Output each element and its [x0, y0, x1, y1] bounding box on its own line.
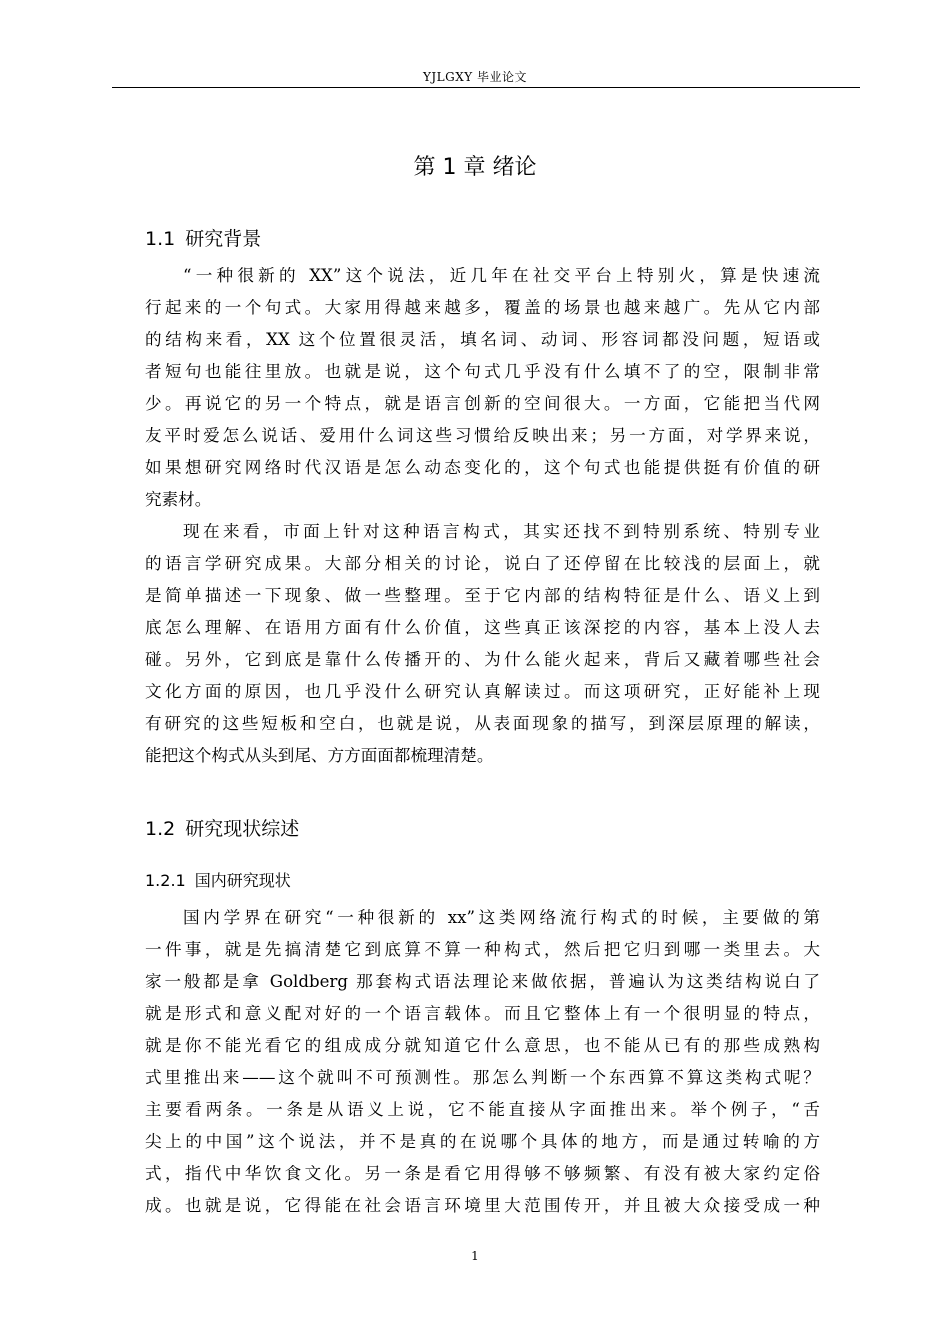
paragraph-line: 就是你不能光看它的组成成分就知道它什么意思，也不能从已有的那些成熟构 [145, 1036, 820, 1055]
paragraph-line: 式，指代中华饮食文化。另一条是看它用得够不够频繁、有没有被大家约定俗 [145, 1164, 820, 1183]
paragraph-line: 少。再说它的另一个特点，就是语言创新的空间很大。一方面，它能把当代网 [145, 394, 820, 413]
chapter-title: 第 1 章 绪论 [413, 155, 537, 180]
paragraph-line: 现在来看，市面上针对这种语言构式，其实还找不到特别系统、特别专业 [183, 522, 820, 541]
subsection-heading-1-2-1 [145, 868, 291, 891]
running-header: YJLGXY 毕业论文 [422, 70, 528, 84]
paragraph-domestic-research [145, 902, 820, 1222]
paragraph-line: 国内学界在研究“一种很新的 xx”这类网络流行构式的时候，主要做的第 [183, 908, 820, 927]
page-number: 1 [471, 1249, 479, 1263]
paragraph-line: 式里推出来——这个就叫不可预测性。那怎么判断一个东西算不算这类构式呢？ [145, 1068, 820, 1087]
paragraph-line: 碰。另外，它到底是靠什么传播开的、为什么能火起来，背后又藏着哪些社会 [145, 650, 820, 669]
paragraph-line: 友平时爱怎么说话、爱用什么词这些习惯给反映出来；另一方面，对学界来说， [145, 426, 820, 445]
paragraph-line: 成。也就是说，它得能在社会语言环境里大范围传开，并且被大众接受成一种 [145, 1196, 820, 1215]
paragraph-line: 者短句也能往里放。也就是说，这个句式几乎没有什么填不了的空，限制非常 [145, 362, 820, 381]
paragraph-line: 尖上的中国”这个说法，并不是真的在说哪个具体的地方，而是通过转喻的方 [145, 1132, 820, 1151]
section-number: 1.1 [145, 228, 176, 250]
paragraph-line: 就是形式和意义配对好的一个语言载体。而且它整体上有一个很明显的特点， [145, 1004, 820, 1023]
paragraph-line: 是简单描述一下现象、做一些整理。至于它内部的结构特征是什么、语义上到 [145, 586, 820, 605]
subsection-number: 1.2.1 [145, 871, 186, 890]
section-heading-1-2 [145, 814, 299, 841]
paragraph-line: 究素材。 [145, 490, 212, 509]
section-title: 研究现状综述 [185, 818, 300, 840]
paragraph-background-1 [145, 260, 820, 516]
paragraph-line: 如果想研究网络时代汉语是怎么动态变化的，这个句式也能提供挺有价值的研 [145, 458, 820, 477]
paragraph-line: 行起来的一个句式。大家用得越来越多，覆盖的场景也越来越广。先从它内部 [145, 298, 820, 317]
paragraph-line: 家一般都是拿 Goldberg 那套构式语法理论来做依据，普遍认为这类结构说白了 [145, 972, 820, 991]
subsection-title: 国内研究现状 [194, 871, 291, 890]
section-title: 研究背景 [185, 228, 262, 250]
paragraph-background-2 [145, 516, 820, 772]
paragraph-line: 能把这个构式从头到尾、方方面面都梳理清楚。 [145, 746, 494, 765]
paragraph-line: “一种很新的 XX”这个说法，近几年在社交平台上特别火，算是快速流 [183, 266, 820, 285]
paragraph-line: 底怎么理解、在语用方面有什么价值，这些真正该深挖的内容，基本上没人去 [145, 618, 820, 637]
paragraph-line: 的结构来看，XX 这个位置很灵活，填名词、动词、形容词都没问题，短语或 [145, 330, 820, 349]
section-heading-1-1 [145, 224, 261, 251]
paragraph-line: 的语言学研究成果。大部分相关的讨论，说白了还停留在比较浅的层面上，就 [145, 554, 820, 573]
paragraph-line: 主要看两条。一条是从语义上说，它不能直接从字面推出来。举个例子，“舌 [145, 1100, 820, 1119]
paragraph-line: 文化方面的原因，也几乎没什么研究认真解读过。而这项研究，正好能补上现 [145, 682, 820, 701]
paragraph-line: 有研究的这些短板和空白，也就是说，从表面现象的描写，到深层原理的解读， [145, 714, 820, 733]
section-number: 1.2 [145, 818, 176, 840]
paragraph-line: 一件事，就是先搞清楚它到底算不算一种构式，然后把它归到哪一类里去。大 [145, 940, 820, 959]
header-rule [112, 87, 860, 88]
